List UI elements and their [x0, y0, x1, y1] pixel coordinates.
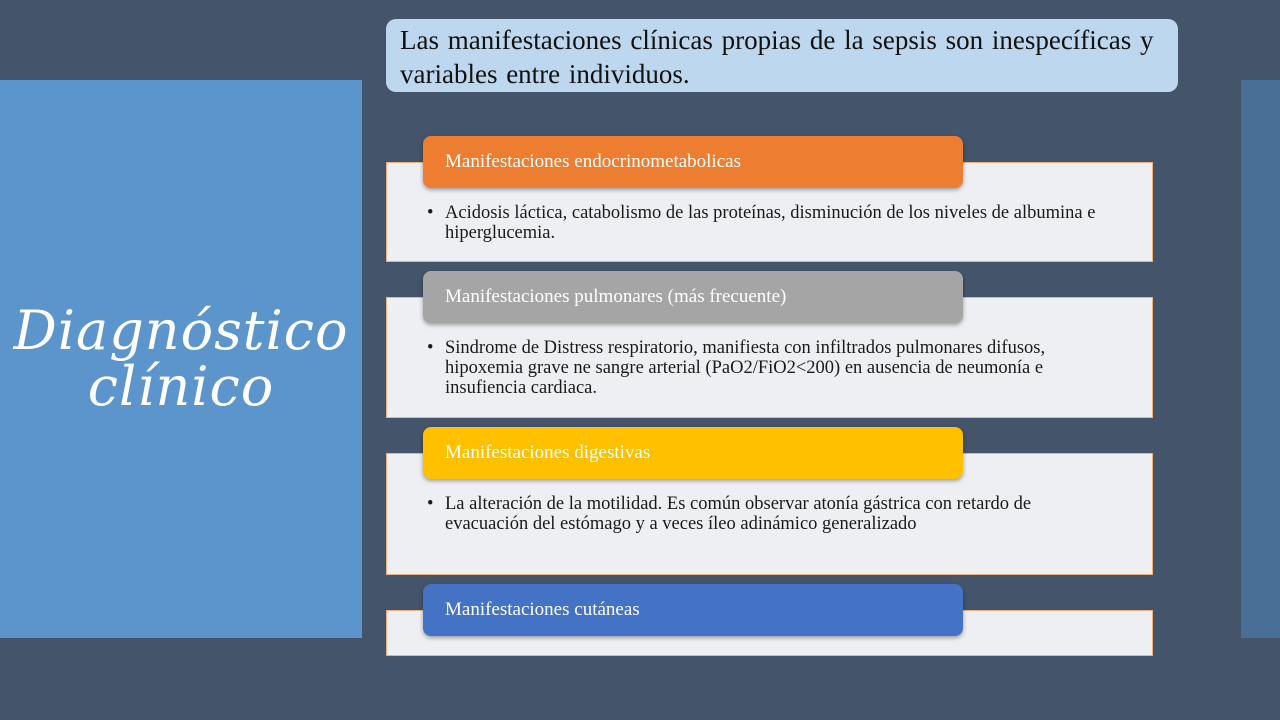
- section-header-pulmonary: Manifestaciones pulmonares (más frecuente): [423, 271, 963, 323]
- section-bullet-text: [427, 203, 1112, 243]
- bullet-content: La alteración de la motilidad. Es común observar atonía gástrica con retardo de evacuación del estómago y a veces íleo adinámico generalizado: [445, 494, 1032, 534]
- section-header-cutaneous: Manifestaciones cutáneas: [423, 584, 963, 636]
- section-header-endocrine: Manifestaciones endocrinometabolicas: [423, 136, 963, 188]
- bullet-dot: •: [427, 203, 434, 223]
- bullet-dot: •: [427, 338, 434, 358]
- bullet-content: Acidosis láctica, catabolismo de las proteínas, disminución de los niveles de albumina e hiperglucemia.: [445, 203, 1096, 243]
- section-bullet-text: [427, 494, 1112, 534]
- slide-title: Diagnóstico clínico: [13, 299, 349, 418]
- right-accent-strip: [1241, 80, 1280, 638]
- title-panel: [0, 80, 362, 638]
- intro-callout: Las manifestaciones clínicas propias de la sepsis son inespecíficas y variables entre individuos.: [386, 19, 1178, 92]
- bullet-content: Sindrome de Distress respiratorio, manifiesta con infiltrados pulmonares difusos, hipoxemia grave ne sangre arterial (PaO2/FiO2<200) en ausencia de neumonía e insufiencia cardiaca.: [445, 338, 1046, 398]
- section-bullet-text: [427, 338, 1112, 398]
- bullet-dot: •: [427, 494, 434, 514]
- section-header-digestive: Manifestaciones digestivas: [423, 427, 963, 479]
